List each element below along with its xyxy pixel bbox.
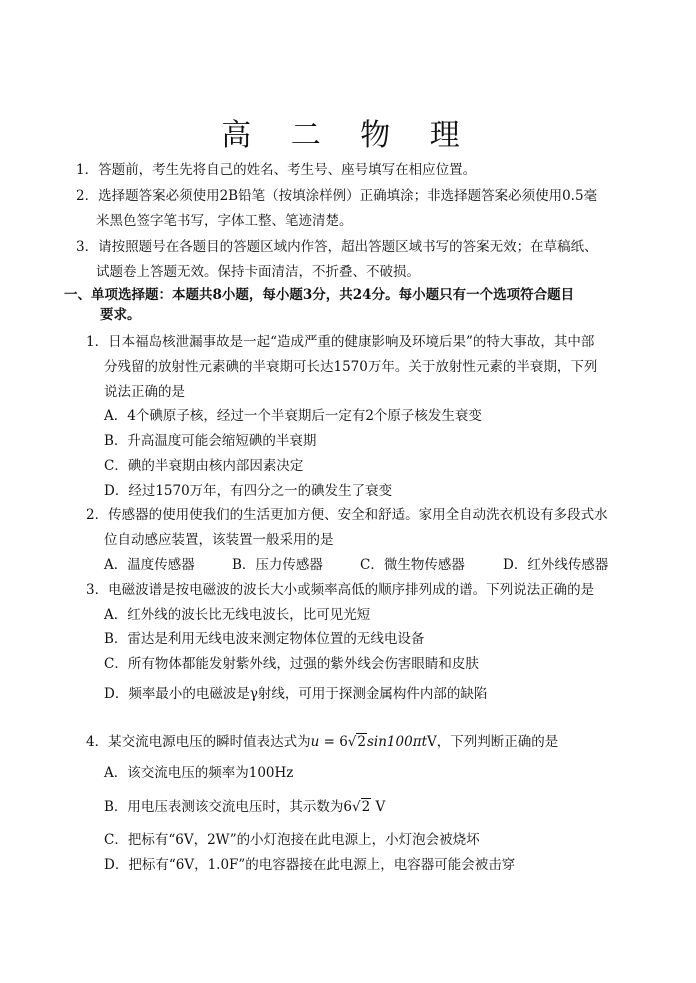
note-3-cont: 试题卷上答题无效。保持卡面清洁，不折叠、不破损。 xyxy=(96,264,420,280)
q3-option-d: D．频率最小的电磁波是γ射线，可用于探测金属构件内部的缺陷 xyxy=(104,686,488,702)
note-1: 1．答题前，考生先将自己的姓名、考生号、座号填写在相应位置。 xyxy=(76,162,477,178)
q4-option-b-prefix: B．用电压表测该交流电压时，其示数为6 xyxy=(104,799,353,815)
q4-option-d: D．把标有“6V，1.0F”的电容器接在此电源上，电容器可能会被击穿 xyxy=(104,857,516,873)
q3-stem: 3．电磁波谱是按电磁波的波长大小或频率高低的顺序排列成的谱。下列说法正确的是 xyxy=(86,582,595,598)
q3-option-a: A．红外线的波长比无线电波长，比可见光短 xyxy=(104,607,371,623)
q4-option-b-unit: V xyxy=(371,799,386,815)
q4-stem-suffix: ，下列判断正确的是 xyxy=(436,734,559,750)
q1-option-b: B．升高温度可能会缩短碘的半衰期 xyxy=(104,433,317,449)
sqrt-sign: √ xyxy=(352,799,361,815)
q4-option-b-root: 2 xyxy=(361,799,371,815)
q2-option-a: A．温度传感器 xyxy=(104,557,195,573)
sqrt-sign: √ xyxy=(347,734,357,750)
q2-stem-1: 2．传感器的使用使我们的生活更加方便、安全和舒适。家用全自动洗衣机设有多段式水 xyxy=(86,507,608,523)
q4-formula-eq: = 6 xyxy=(319,734,348,750)
q2-option-d: D．红外线传感器 xyxy=(503,557,609,573)
q4-stem-prefix: 4．某交流电源电压的瞬时值表达式为 xyxy=(86,734,311,750)
q1-option-c: C．碘的半衰期由核内部因素决定 xyxy=(104,458,304,474)
q2-option-c: C．微生物传感器 xyxy=(360,557,465,573)
q4-formula-lhs: u xyxy=(310,734,320,750)
q4-option-b xyxy=(104,797,385,817)
q2-stem-2: 位自动感应装置，该装置一般采用的是 xyxy=(104,532,334,548)
q1-option-a: A．4个碘原子核，经过一个半衰期后一定有2个原子核发生衰变 xyxy=(104,408,482,424)
q4-formula-rest: sin100πt xyxy=(366,734,427,750)
note-3: 3．请按照题号在各题目的答题区域内作答，超出答题区域书写的答案无效；在草稿纸、 xyxy=(76,239,598,255)
q2-option-b: B．压力传感器 xyxy=(232,557,323,573)
q1-stem-1: 1．日本福岛核泄漏事故是一起“造成严重的健康影响及环境后果”的特大事故，其中部 xyxy=(86,334,595,350)
q4-stem xyxy=(86,732,558,752)
note-2-cont: 米黑色签字笔书写，字体工整、笔迹清楚。 xyxy=(96,213,353,229)
q1-stem-3: 说法正确的是 xyxy=(104,384,185,400)
section-heading: 一、单项选择题：本题共8小题，每小题3分，共24分。每小题只有一个选项符合题目 xyxy=(64,287,575,303)
page-title: 高 二 物 理 xyxy=(221,118,475,153)
q3-option-c: C．所有物体都能发射紫外线，过强的紫外线会伤害眼睛和皮肤 xyxy=(104,656,479,672)
section-heading-cont: 要求。 xyxy=(100,307,141,323)
q4-formula-unit: V xyxy=(427,734,437,750)
q4-formula-root: 2 xyxy=(357,734,366,750)
q4-option-a: A．该交流电压的频率为100Hz xyxy=(104,765,294,781)
note-2: 2．选择题答案必须使用2B铅笔（按填涂样例）正确填涂；非选择题答案必须使用0.5毫 xyxy=(76,188,598,204)
q1-stem-2: 分残留的放射性元素碘的半衰期可长达1570万年。关于放射性元素的半衰期，下列 xyxy=(104,359,598,375)
q3-option-b: B．雷达是利用无线电波来测定物体位置的无线电设备 xyxy=(104,631,425,647)
q1-option-d: D．经过1570万年，有四分之一的碘发生了衰变 xyxy=(104,483,393,499)
q4-option-c: C．把标有“6V，2W”的小灯泡接在此电源上，小灯泡会被烧坏 xyxy=(104,832,480,848)
